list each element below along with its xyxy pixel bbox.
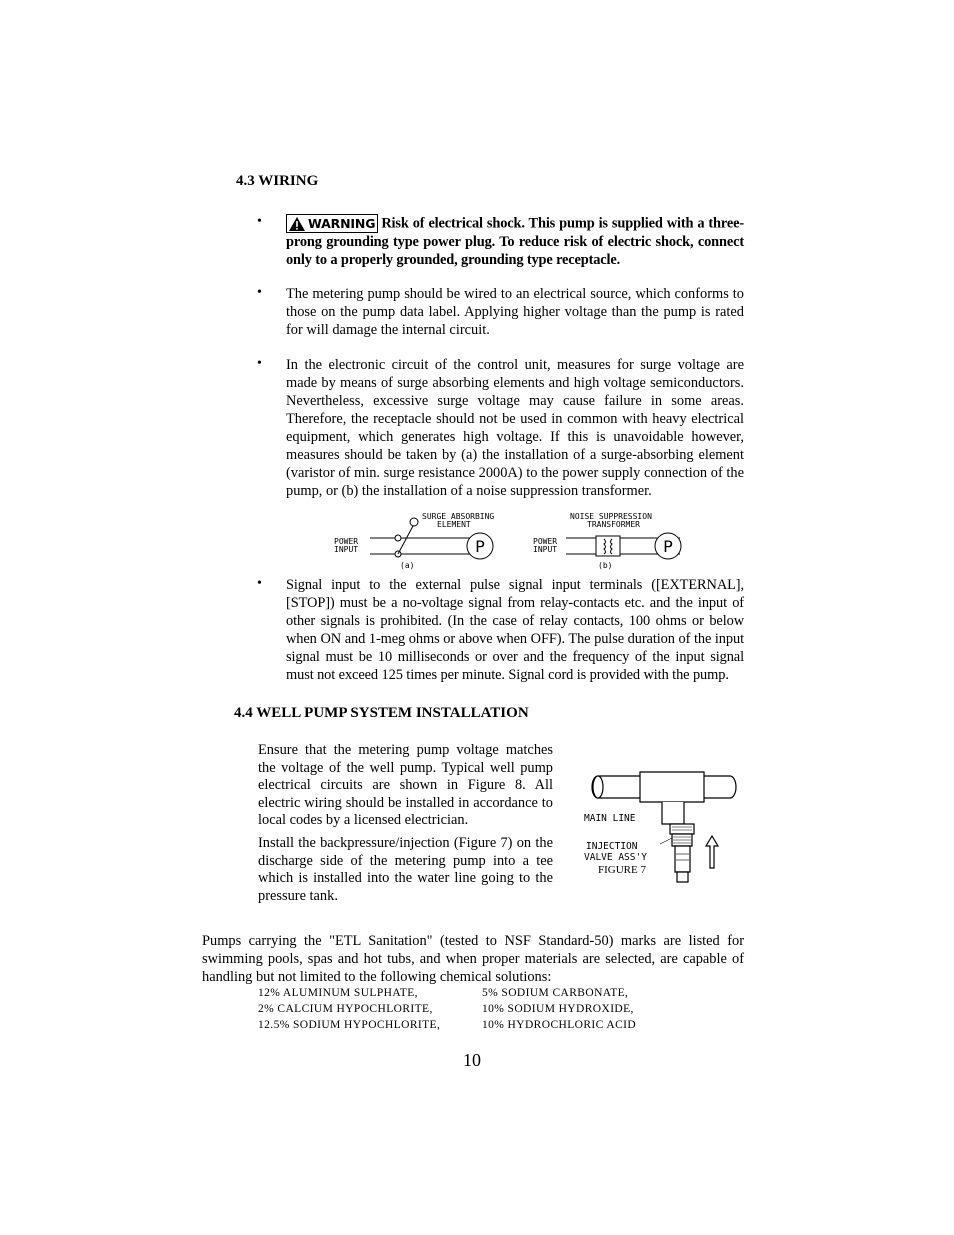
pipe-end-left	[593, 776, 603, 798]
warning-triangle-icon	[289, 217, 305, 231]
tee-body	[640, 772, 704, 802]
surge-paragraph: In the electronic circuit of the control unit, measures for surge voltage are made by means of surge absorbing elements and high voltage semiconductors. Nevertheless, excessive surge voltage may cause failure in some areas. Therefore, the receptacle should not be used in common with heavy electrical equipment, which generates high voltage. If this is unavoidable however, measures should be taken by (a) the installation of a surge-absorbing element (varistor of min. surge resistance 2000A) to the power supply connection of the pump, or (b) the installation of a noise suppression transformer.	[286, 357, 744, 499]
chemical-left-2: 2% CALCIUM HYPOCHLORITE,	[258, 1003, 433, 1015]
voltage-match-paragraph: Ensure that the metering pump voltage matches the voltage of the well pump. Typical well pump electrical circuits are shown in Figure 8. All electric wiring should be installed in accordance to local codes by a licensed electrician.	[258, 742, 553, 829]
bullet-marker: •	[257, 214, 262, 229]
pump-letter-a: P	[475, 537, 485, 556]
valve-body-2	[675, 846, 690, 872]
injection-label-1: INJECTION	[586, 841, 638, 852]
chemical-right-2: 10% SODIUM HYDROXIDE,	[482, 1003, 634, 1015]
input-label-a: INPUT	[334, 545, 359, 554]
figure-7-diagram	[580, 768, 750, 888]
bullet-marker: •	[257, 285, 262, 300]
warning-badge	[286, 214, 378, 233]
transformer-box	[596, 536, 620, 556]
section-heading-wiring: 4.3 WIRING	[236, 173, 319, 189]
warning-label: WARNING	[308, 215, 376, 231]
caption-b: (b)	[598, 561, 613, 570]
surge-element-label-1: SURGE ABSORBING	[422, 512, 495, 521]
bullet-marker: •	[257, 576, 262, 591]
power-label-a: POWER	[334, 537, 359, 546]
main-line-label: MAIN LINE	[584, 813, 636, 824]
chemical-right-1: 5% SODIUM CARBONATE,	[482, 987, 629, 999]
surge-diagram	[330, 508, 700, 572]
warning-text: Risk of electrical shock. This pump is supplied with a three-prong grounding type power plug. To reduce risk of electric shock, connect only to a properly grounded, grounding type receptacle.	[286, 215, 744, 268]
power-label-b: POWER	[533, 537, 558, 546]
flow-arrow-icon	[706, 836, 718, 868]
page-number: 10	[463, 1050, 481, 1070]
surge-element-label-2: ELEMENT	[437, 520, 471, 529]
figure-7-caption: FIGURE 7	[598, 864, 646, 876]
input-label-b: INPUT	[533, 545, 558, 554]
section-heading-well-pump: 4.4 WELL PUMP SYSTEM INSTALLATION	[234, 705, 529, 721]
injection-label-2: VALVE ASS'Y	[584, 852, 647, 863]
chemical-left-3: 12.5% SODIUM HYPOCHLORITE,	[258, 1019, 441, 1031]
pump-letter-b: P	[663, 537, 673, 556]
valve-nut	[670, 824, 694, 834]
varistor-node	[410, 518, 418, 526]
tee-branch	[662, 802, 684, 824]
valve-tip	[677, 872, 688, 882]
warning-paragraph	[286, 214, 744, 269]
chemical-right-3: 10% HYDROCHLORIC ACID	[482, 1019, 637, 1031]
transformer-label-1: NOISE SUPPRESSION	[570, 512, 652, 521]
signal-paragraph: Signal input to the external pulse signal input terminals ([EXTERNAL], [STOP]) must be a no-voltage signal from relay-contacts etc. and the input of other signals is prohibited. (In the case of relay contacts, 100 ohms or below when ON and 1-meg ohms or above when OFF). The pulse duration of the input signal must be 10 milliseconds or over and the frequency of the input signal must not exceed 125 times per minute. Signal cord is provided with the pump.	[286, 577, 744, 683]
terminal-a1	[395, 535, 401, 541]
leader-line	[660, 838, 672, 844]
voltage-paragraph: The metering pump should be wired to an electrical source, which conforms to those on the pump data label. Applying higher voltage than the pump is rated for will damage the internal circuit.	[286, 286, 744, 338]
caption-a: (a)	[400, 561, 415, 570]
bullet-marker: •	[257, 356, 262, 371]
etl-paragraph: Pumps carrying the "ETL Sanitation" (tested to NSF Standard-50) marks are listed for swimming pools, spas and hot tubs, and when proper materials are selected, are capable of handling but not limited to the following chemical solutions:	[202, 933, 744, 985]
transformer-label-2: TRANSFORMER	[587, 520, 640, 529]
chemical-left-1: 12% ALUMINUM SULPHATE,	[258, 987, 418, 999]
backpressure-paragraph: Install the backpressure/injection (Figure 7) on the discharge side of the metering pump into a tee which is installed into the water line going to the pressure tank.	[258, 835, 553, 904]
